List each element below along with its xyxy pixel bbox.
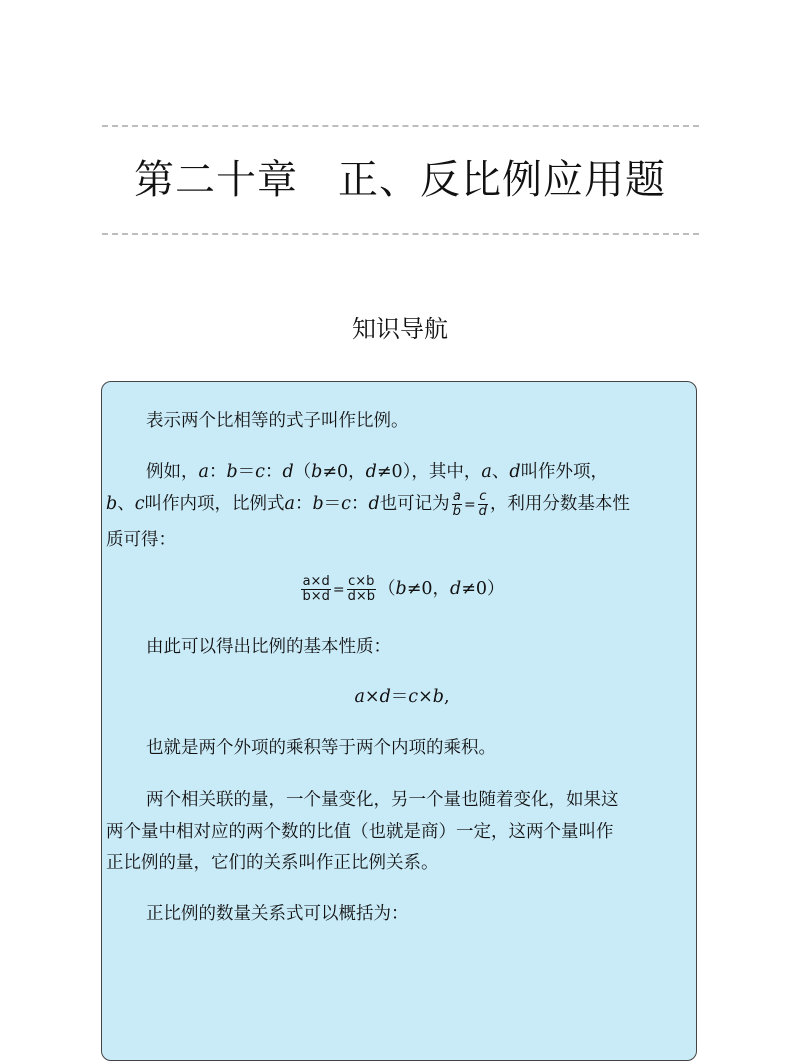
- fraction-a-over-b: $\frac{a}{b}$: [452, 489, 461, 519]
- chapter-number: 第二十章: [134, 157, 298, 203]
- paragraph-example-line1: 例如，a：b＝c：d（b≠0，d≠0），其中，a、d叫作外项，: [146, 462, 609, 482]
- paragraph-basic-property: 由此可以得出比例的基本性质：: [146, 637, 391, 657]
- paragraph-product-equality: 也就是两个外项的乘积等于两个内项的乘积。: [146, 738, 496, 758]
- paragraph-example-line2: b、c叫作内项，比例式a：b＝c：d也可记为 $\frac{a}{b}$ = $\frac{c}{d}$ ，利用分数基本性: [106, 489, 630, 519]
- paragraph-direct-proportion-line2: 两个量中相对应的两个数的比值（也就是商）一定，这两个量叫作: [106, 822, 614, 842]
- paragraph-example-line3: 质可得：: [106, 530, 176, 550]
- fraction-cxb-over-dxb: $\frac{c\times b}{d\times b}$: [347, 574, 375, 604]
- paragraph-relation-formula: 正比例的数量关系式可以概括为：: [146, 904, 409, 924]
- chapter-title: 正、反比例应用题: [338, 157, 666, 203]
- fraction-c-over-d: $\frac{c}{d}$: [478, 489, 487, 519]
- chapter-heading: [0, 152, 800, 208]
- paragraph-definition: 表示两个比相等的式子叫作比例。: [146, 411, 409, 431]
- formula-fraction-property: $\frac{a\times d}{b\times d}$ = $\frac{c\times b}{d\times b}$ （b≠0，d≠0）: [302, 574, 505, 604]
- section-title: 知识导航: [352, 315, 448, 343]
- top-dashed-divider: [102, 125, 699, 127]
- paragraph-direct-proportion-line1: 两个相关联的量，一个量变化，另一个量也随着变化，如果这: [146, 790, 619, 810]
- paragraph-direct-proportion-line3: 正比例的量，它们的关系叫作正比例关系。: [106, 853, 439, 873]
- bottom-dashed-divider: [102, 233, 699, 235]
- fraction-axd-over-bxd: $\frac{a\times d}{b\times d}$: [302, 574, 330, 604]
- formula-cross-product: a×d＝c×b,: [354, 687, 450, 707]
